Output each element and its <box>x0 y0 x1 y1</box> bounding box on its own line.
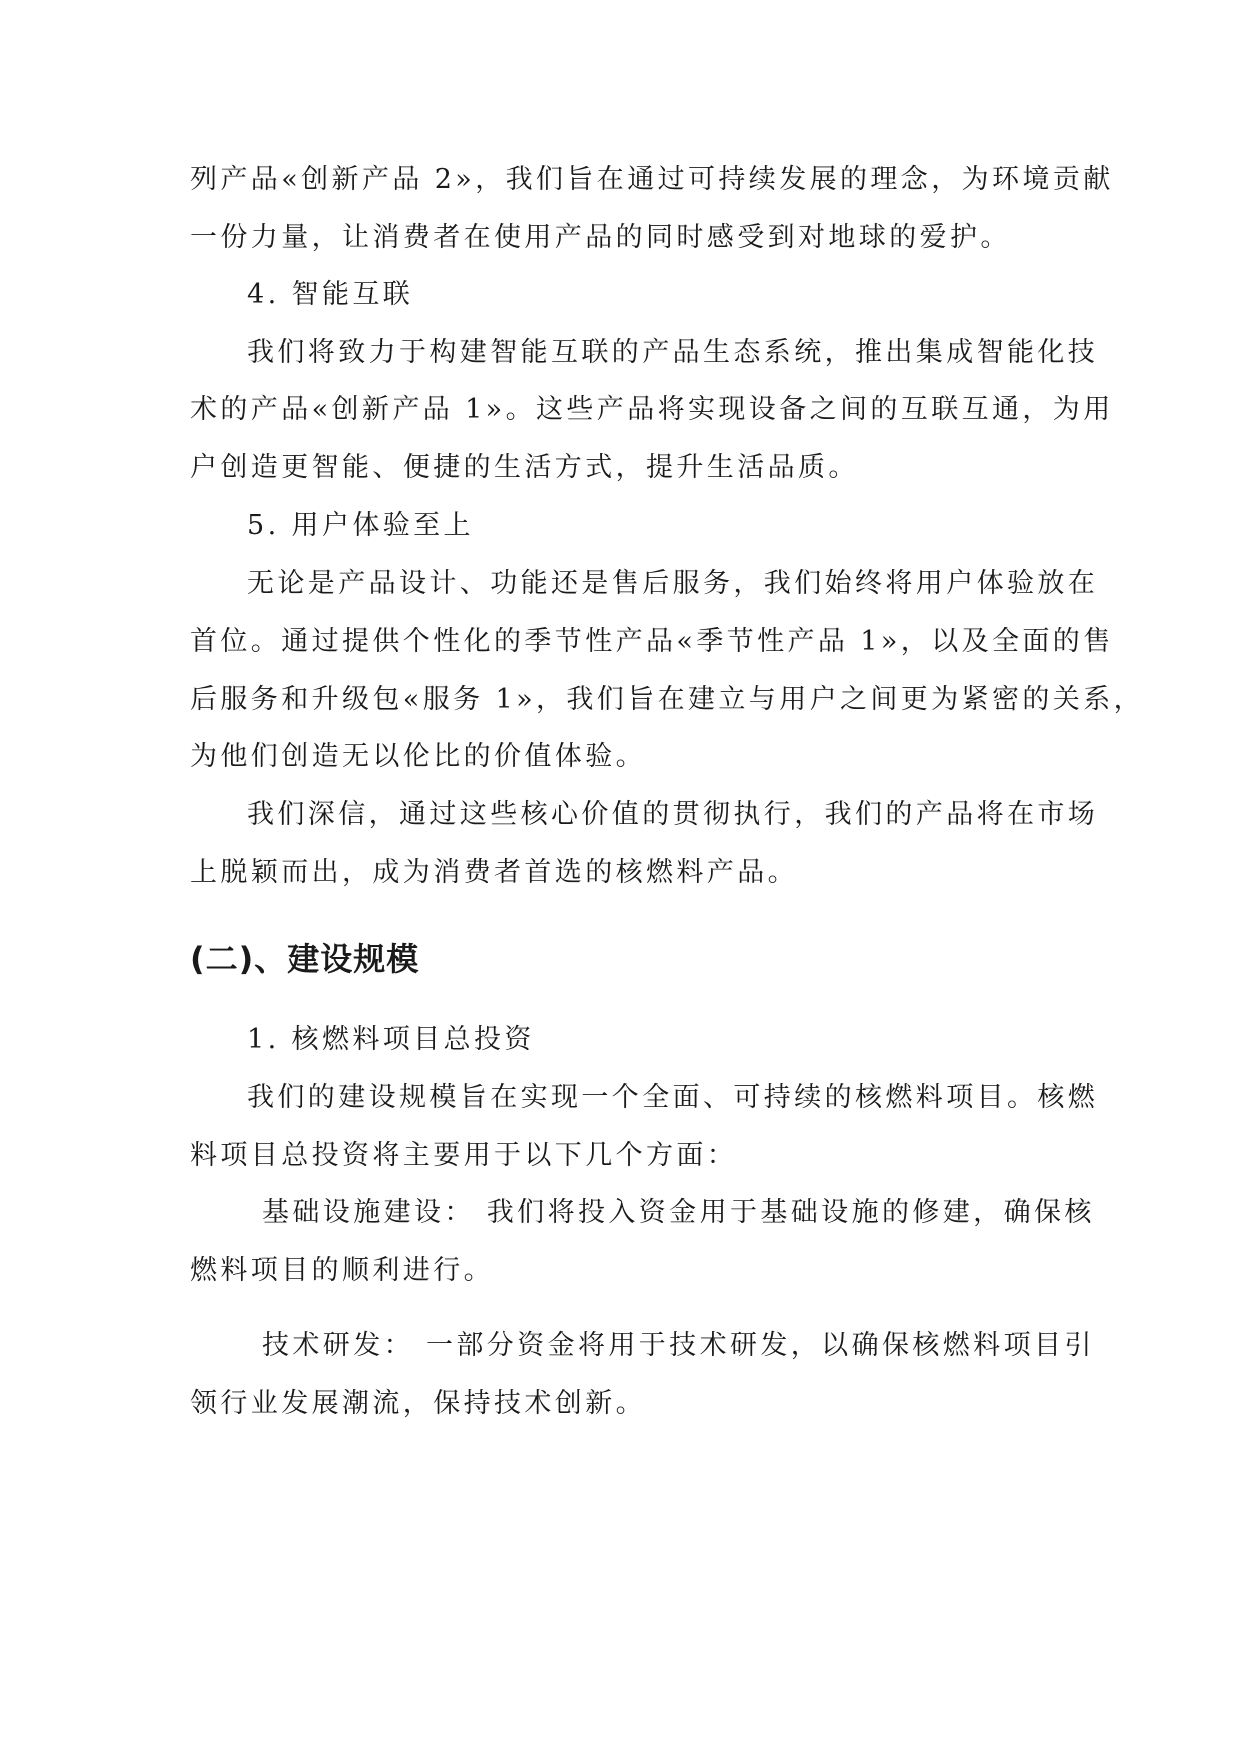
paragraph-line: 领行业发展潮流，保持技术创新。 <box>190 1388 646 1419</box>
paragraph-line: 首位。通过提供个性化的季节性产品«季节性产品 1»，以及全面的售 <box>190 626 1114 657</box>
paragraph-line: 无论是产品设计、功能还是售后服务，我们始终将用户体验放在 <box>247 568 1099 599</box>
section-heading: (二)、建设规模 <box>190 940 420 978</box>
paragraph-line: 我们将致力于构建智能互联的产品生态系统，推出集成智能化技 <box>247 337 1099 368</box>
list-item-title: 1. 核燃料项目总投资 <box>247 1024 535 1055</box>
paragraph-line: 燃料项目的顺利进行。 <box>190 1255 494 1286</box>
paragraph-line: 基础设施建设： 我们将投入资金用于基础设施的修建，确保核 <box>262 1197 1095 1228</box>
paragraph-line: 我们的建设规模旨在实现一个全面、可持续的核燃料项目。核燃 <box>247 1082 1099 1113</box>
paragraph-line: 户创造更智能、便捷的生活方式，提升生活品质。 <box>190 452 859 483</box>
paragraph-line: 术的产品«创新产品 1»。这些产品将实现设备之间的互联互通，为用 <box>190 394 1114 425</box>
paragraph-line: 后服务和升级包«服务 1»，我们旨在建立与用户之间更为紧密的关系， <box>190 684 1144 715</box>
paragraph-line: 一份力量，让消费者在使用产品的同时感受到对地球的爱护。 <box>190 222 1011 253</box>
paragraph-line: 上脱颖而出，成为消费者首选的核燃料产品。 <box>190 857 798 888</box>
list-item-title: 5. 用户体验至上 <box>247 510 474 541</box>
paragraph-line: 料项目总投资将主要用于以下几个方面： <box>190 1140 738 1171</box>
list-item-title: 4. 智能互联 <box>247 279 414 310</box>
paragraph-line: 列产品«创新产品 2»，我们旨在通过可持续发展的理念，为环境贡献 <box>190 164 1114 195</box>
paragraph-line: 技术研发： 一部分资金将用于技术研发，以确保核燃料项目引 <box>262 1330 1095 1361</box>
paragraph-line: 为他们创造无以伦比的价值体验。 <box>190 741 646 772</box>
paragraph-line: 我们深信，通过这些核心价值的贯彻执行，我们的产品将在市场 <box>247 799 1099 830</box>
